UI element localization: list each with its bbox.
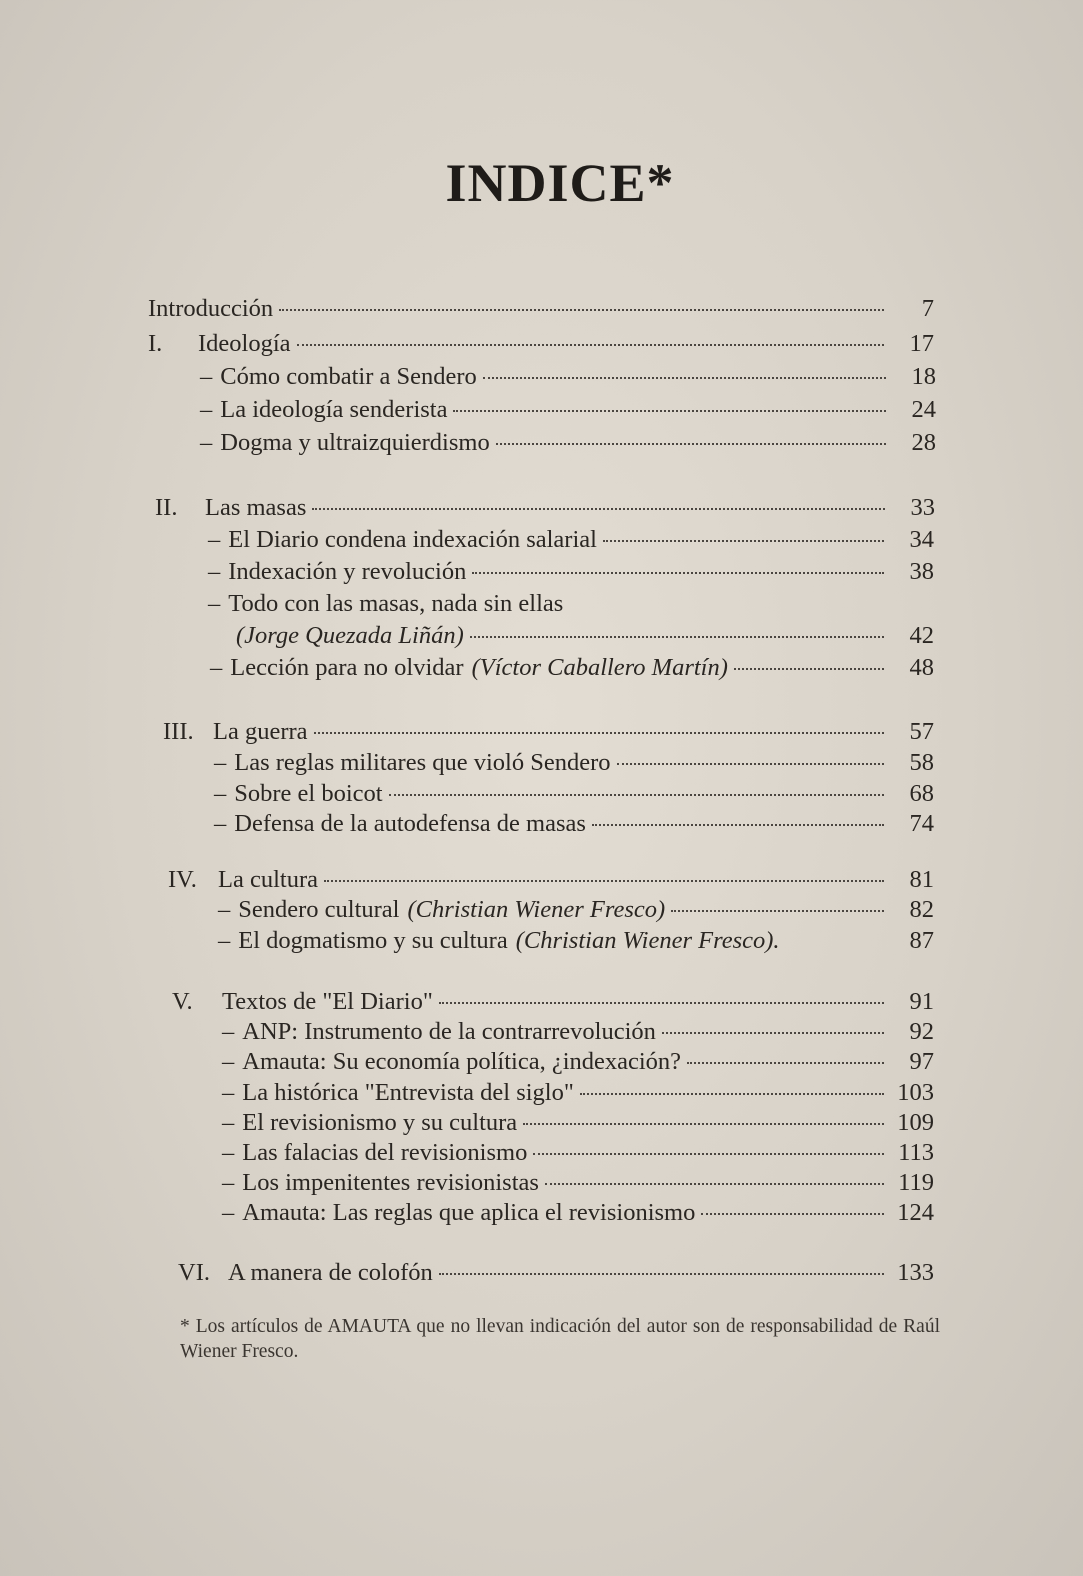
- section-number: II.: [155, 494, 178, 521]
- toc-page: 91: [909, 988, 934, 1015]
- entry-dash: –: [222, 1169, 235, 1196]
- entry-dash: –: [214, 780, 227, 807]
- toc-page: 103: [897, 1079, 934, 1106]
- toc-entry: [218, 927, 934, 955]
- toc-label: El dogmatismo y su cultura: [238, 927, 508, 954]
- entry-dash: –: [214, 810, 227, 837]
- toc-page: 68: [909, 780, 934, 807]
- entry-dash: –: [222, 1048, 235, 1075]
- dot-leader: [687, 1061, 884, 1064]
- toc-entry: [222, 1079, 934, 1107]
- toc-page: 28: [911, 429, 936, 456]
- toc-page: 34: [909, 526, 934, 553]
- toc-section-6: [178, 1259, 934, 1287]
- toc-label: El Diario condena indexación salarial: [228, 526, 597, 553]
- dot-leader: [734, 667, 884, 670]
- dot-leader: [483, 376, 886, 379]
- toc-label: Indexación y revolución: [228, 558, 467, 585]
- entry-dash: –: [208, 526, 221, 553]
- toc-label: Introducción: [148, 295, 274, 322]
- toc-author: (Jorge Quezada Liñán): [236, 622, 464, 649]
- toc-page: 48: [909, 654, 934, 681]
- toc-page: 7: [921, 295, 934, 322]
- footnote: * Los artículos de AMAUTA que no llevan indicación del autor son de responsabilidad de Raúl Wiener Fresco.: [180, 1316, 940, 1362]
- dot-leader: [533, 1152, 884, 1155]
- entry-dash: –: [208, 590, 221, 617]
- toc-label: Sobre el boicot: [234, 780, 383, 807]
- dot-leader: [592, 823, 884, 826]
- toc-page: 18: [911, 363, 936, 390]
- entry-dash: –: [210, 654, 223, 681]
- dot-leader: [671, 909, 884, 912]
- toc-entry: [200, 396, 936, 424]
- dot-leader: [496, 442, 886, 445]
- toc-page: 58: [909, 749, 934, 776]
- toc-entry: [208, 558, 934, 586]
- toc-author: (Christian Wiener Fresco).: [515, 927, 780, 954]
- dot-leader: [314, 731, 884, 734]
- entry-dash: –: [218, 896, 231, 923]
- toc-author: (Christian Wiener Fresco): [407, 896, 666, 923]
- section-number: V.: [172, 988, 193, 1015]
- toc-page: 109: [897, 1109, 934, 1136]
- toc-page: 97: [909, 1048, 934, 1075]
- entry-dash: –: [214, 749, 227, 776]
- dot-leader: [470, 635, 884, 638]
- section-number: III.: [163, 718, 194, 745]
- entry-dash: –: [222, 1079, 235, 1106]
- page-title: INDICE*: [445, 153, 675, 213]
- toc-entry: [210, 654, 934, 682]
- toc-label: La histórica "Entrevista del siglo": [242, 1079, 574, 1106]
- toc-page: 113: [898, 1139, 934, 1166]
- toc-page: 124: [897, 1199, 934, 1226]
- toc-label: A manera de colofón: [228, 1259, 433, 1286]
- toc-page: 17: [909, 330, 934, 357]
- toc-page: 24: [911, 396, 936, 423]
- entry-dash: –: [218, 927, 231, 954]
- toc-entry: [208, 526, 934, 554]
- dot-leader: [439, 1272, 884, 1275]
- toc-label: Dogma y ultraizquierdismo: [220, 429, 490, 456]
- toc-label: Ideología: [198, 330, 291, 357]
- toc-label: Amauta: Las reglas que aplica el revisionismo: [242, 1199, 696, 1226]
- toc-section-3: [163, 718, 934, 746]
- toc-label: Amauta: Su economía política, ¿indexación?: [242, 1048, 682, 1075]
- toc-label: Las reglas militares que violó Sendero: [234, 749, 611, 776]
- dot-leader: [453, 409, 886, 412]
- toc-page: 92: [909, 1018, 934, 1045]
- section-number: VI.: [178, 1259, 210, 1286]
- toc-page: 42: [909, 622, 934, 649]
- toc-entry: [200, 363, 936, 391]
- entry-dash: –: [222, 1139, 235, 1166]
- toc-label: Las falacias del revisionismo: [242, 1139, 528, 1166]
- toc-label: Cómo combatir a Sendero: [220, 363, 477, 390]
- toc-page: 133: [897, 1259, 934, 1286]
- toc-section-4: [168, 866, 934, 894]
- toc-entry: [222, 1169, 934, 1197]
- toc-label: Sendero cultural: [238, 896, 400, 923]
- toc-label: La guerra: [213, 718, 308, 745]
- toc-page: 82: [909, 896, 934, 923]
- toc-page: 74: [909, 810, 934, 837]
- toc-label: Textos de "El Diario": [222, 988, 433, 1015]
- toc-label: ANP: Instrumento de la contrarrevolución: [242, 1018, 656, 1045]
- toc-label: El revisionismo y su cultura: [242, 1109, 518, 1136]
- dot-leader: [279, 308, 884, 311]
- toc-section-5: [172, 988, 934, 1016]
- dot-leader: [472, 571, 884, 574]
- entry-dash: –: [200, 429, 213, 456]
- toc-page: 57: [909, 718, 934, 745]
- toc-entry: [214, 780, 934, 808]
- toc-label: La cultura: [218, 866, 318, 893]
- entry-dash: –: [222, 1109, 235, 1136]
- toc-label: Lección para no olvidar: [230, 654, 464, 681]
- dot-leader: [439, 1001, 884, 1004]
- toc-entry: [200, 429, 936, 457]
- toc-entry: [214, 749, 934, 777]
- toc-label: Todo con las masas, nada sin ellas: [228, 590, 564, 617]
- entry-dash: –: [222, 1199, 235, 1226]
- dot-leader: [580, 1092, 884, 1095]
- toc-entry-author-line: [236, 622, 934, 650]
- toc-label: La ideología senderista: [220, 396, 448, 423]
- dot-leader: [297, 343, 884, 346]
- entry-dash: –: [222, 1018, 235, 1045]
- dot-leader: [312, 507, 885, 510]
- entry-dash: –: [208, 558, 221, 585]
- toc-entry-title-line: [208, 590, 934, 618]
- toc-page: 38: [909, 558, 934, 585]
- dot-leader: [701, 1212, 884, 1215]
- toc-entry: [222, 1018, 934, 1046]
- toc-label: Los impenitentes revisionistas: [242, 1169, 539, 1196]
- section-number: IV.: [168, 866, 197, 893]
- entry-dash: –: [200, 396, 213, 423]
- toc-entry: [222, 1048, 934, 1076]
- toc-label: Las masas: [205, 494, 307, 521]
- toc-page: 119: [898, 1169, 934, 1196]
- toc-page: 33: [910, 494, 935, 521]
- toc-entry: [222, 1139, 934, 1167]
- dot-leader: [324, 879, 884, 882]
- dot-leader: [523, 1122, 884, 1125]
- toc-page: 81: [909, 866, 934, 893]
- dot-leader: [603, 539, 884, 542]
- toc-label: Defensa de la autodefensa de masas: [234, 810, 586, 837]
- section-number: I.: [148, 330, 163, 357]
- toc-author: (Víctor Caballero Martín): [471, 654, 728, 681]
- dot-leader: [389, 793, 884, 796]
- dot-leader: [545, 1182, 884, 1185]
- toc-page: 87: [909, 927, 934, 954]
- toc-entry: [218, 896, 934, 924]
- toc-section-2: [155, 494, 935, 522]
- toc-section-1: [148, 330, 934, 358]
- toc-entry: [222, 1199, 934, 1227]
- entry-dash: –: [200, 363, 213, 390]
- toc-entry-intro: [148, 295, 934, 323]
- toc-entry: [222, 1109, 934, 1137]
- dot-leader: [617, 762, 885, 765]
- toc-entry: [214, 810, 934, 838]
- dot-leader: [662, 1031, 884, 1034]
